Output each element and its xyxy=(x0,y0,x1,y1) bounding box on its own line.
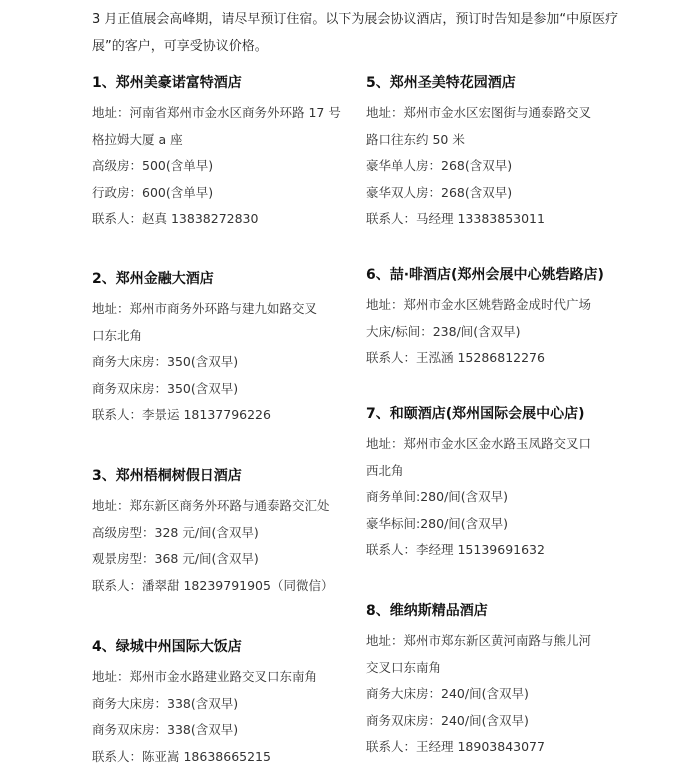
hotel-room-price: 商务双床房：338(含双早) xyxy=(92,722,239,737)
hotel-address-cont: 交叉口东南角 xyxy=(366,659,442,675)
hotel-contact: 联系人：王泓涵 15286812276 xyxy=(366,350,545,365)
hotel-card-8 xyxy=(366,600,656,761)
hotel-contact: 联系人：李经理 15139691632 xyxy=(366,542,545,557)
hotel-address: 地址：郑东新区商务外环路与通泰路交汇处 xyxy=(92,498,330,513)
hotel-title: 3、郑州梧桐树假日酒店 xyxy=(92,468,242,484)
hotel-address-cont: 格拉姆大厦 a 座 xyxy=(92,131,183,147)
hotel-card-7 xyxy=(366,403,656,564)
hotel-card-1 xyxy=(92,72,372,233)
hotel-address-cont: 口东北角 xyxy=(92,327,143,343)
hotel-room-price: 商务大床房：350(含双早) xyxy=(92,354,239,369)
hotel-room-price: 商务双床房：350(含双早) xyxy=(92,380,239,396)
hotel-card-3 xyxy=(92,465,372,599)
hotel-title: 7、和颐酒店(郑州国际会展中心店) xyxy=(366,406,585,422)
hotel-contact: 联系人：王经理 18903843077 xyxy=(366,739,545,754)
hotel-room-price: 商务双床房：240/间(含双早) xyxy=(366,712,529,728)
hotel-room-price: 豪华双人房：268(含双早) xyxy=(366,184,513,200)
hotel-address: 地址：郑州市郑东新区黄河南路与熊儿河 xyxy=(366,633,592,648)
hotel-title: 4、绿城中州国际大饭店 xyxy=(92,639,242,655)
hotel-room-price: 高级房：500(含单早) xyxy=(92,158,214,173)
hotel-room-price: 高级房型：328 元/间(含双早) xyxy=(92,524,259,540)
hotel-address-cont: 路口往东约 50 米 xyxy=(366,131,465,147)
hotel-address: 地址：郑州市金水区姚砦路金成时代广场 xyxy=(366,297,592,312)
hotel-title: 8、维纳斯精品酒店 xyxy=(366,603,488,619)
hotel-title: 6、喆·啡酒店(郑州会展中心姚砦路店) xyxy=(366,267,604,283)
hotel-room-price: 观景房型：368 元/间(含双早) xyxy=(92,551,259,566)
hotel-address: 地址：郑州市金水路建业路交叉口东南角 xyxy=(92,669,318,684)
hotel-contact: 联系人：潘翠甜 18239791905（同微信） xyxy=(92,577,334,593)
hotel-room-price: 大床/标间：238/间(含双早) xyxy=(366,323,521,339)
hotel-room-price: 豪华单人房：268(含双早) xyxy=(366,158,513,173)
hotel-room-price: 行政房：600(含单早) xyxy=(92,184,214,200)
hotel-title: 2、郑州金融大酒店 xyxy=(92,271,214,287)
hotel-address-cont: 西北角 xyxy=(366,462,404,478)
hotel-address: 地址：郑州市金水区金水路玉凤路交叉口 xyxy=(366,436,592,451)
hotel-card-6 xyxy=(366,264,656,372)
hotel-room-price: 商务大床房：240/间(含双早) xyxy=(366,686,529,701)
hotel-contact: 联系人：陈亚嵩 18638665215 xyxy=(92,748,271,764)
hotel-contact: 联系人：赵真 13838272830 xyxy=(92,211,259,226)
hotel-room-price: 商务大床房：338(含双早) xyxy=(92,695,239,711)
hotel-room-price: 商务单间:280/间(含双早) xyxy=(366,489,509,504)
hotel-contact: 联系人：马经理 13383853011 xyxy=(366,211,545,226)
hotel-address: 地址：河南省郑州市金水区商务外环路 17 号 xyxy=(92,105,341,120)
hotel-contact: 联系人：李景运 18137796226 xyxy=(92,407,271,422)
hotel-address: 地址：郑州市商务外环路与建九如路交叉 xyxy=(92,301,318,316)
hotel-card-4 xyxy=(92,636,372,770)
intro-paragraph: 3 月正值展会高峰期，请尽早预订住宿。以下为展会协议酒店，预订时告知是参加“中原医疗展”的客户，可享受协议价格。 xyxy=(92,12,619,54)
hotel-address: 地址：郑州市金水区宏图街与通泰路交叉 xyxy=(366,105,592,120)
hotel-title: 1、郑州美豪诺富特酒店 xyxy=(92,75,242,91)
hotel-card-2 xyxy=(92,268,372,429)
hotel-room-price: 豪华标间:280/间(含双早) xyxy=(366,515,509,531)
hotel-card-5 xyxy=(366,72,656,233)
hotel-title: 5、郑州圣美特花园酒店 xyxy=(366,75,516,91)
